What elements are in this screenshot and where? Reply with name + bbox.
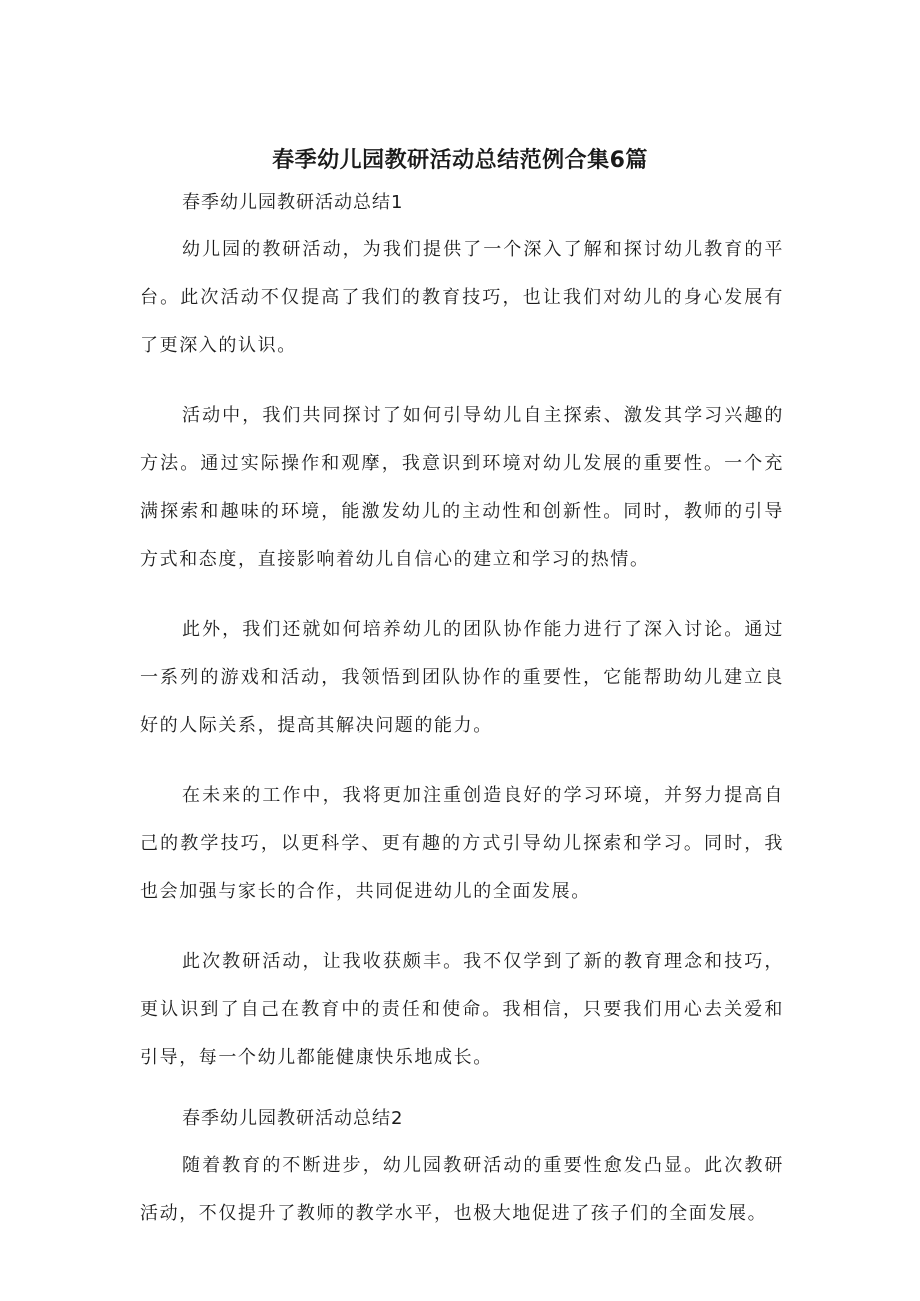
paragraph: 活动中，我们共同探讨了如何引导幼儿自主探索、激发其学习兴趣的方法。通过实际操作和观摩，我意识到环境对幼儿发展的重要性。一个充满探索和趣味的环境，能激发幼儿的主动性和创新性。同时，教师的引导方式和态度，直接影响着幼儿自信心的建立和学习的热情。 [140,405,784,570]
paragraph: 随着教育的不断进步，幼儿园教研活动的重要性愈发凸显。此次教研活动，不仅提升了教师的教学水平，也极大地促进了孩子们的全面发展。 [140,1155,784,1224]
section-heading-2: 春季幼儿园教研活动总结2 [182,1108,404,1129]
paragraph: 此外，我们还就如何培养幼儿的团队协作能力进行了深入讨论。通过一系列的游戏和活动，我领悟到团队协作的重要性，它能帮助幼儿建立良好的人际关系，提高其解决问题的能力。 [140,619,784,736]
section-heading-1: 春季幼儿园教研活动总结1 [182,192,404,213]
paragraph: 此次教研活动，让我收获颇丰。我不仅学到了新的教育理念和技巧，更认识到了自己在教育中的责任和使命。我相信，只要我们用心去关爱和引导，每一个幼儿都能健康快乐地成长。 [140,951,784,1068]
paragraph: 幼儿园的教研活动，为我们提供了一个深入了解和探讨幼儿教育的平台。此次活动不仅提高了我们的教育技巧，也让我们对幼儿的身心发展有了更深入的认识。 [140,239,784,356]
document-title: 春季幼儿园教研活动总结范例合集6篇 [272,148,648,173]
document-body [140,188,784,1260]
paragraph: 在未来的工作中，我将更加注重创造良好的学习环境，并努力提高自己的教学技巧，以更科学、更有趣的方式引导幼儿探索和学习。同时，我也会加强与家长的合作，共同促进幼儿的全面发展。 [140,785,784,902]
